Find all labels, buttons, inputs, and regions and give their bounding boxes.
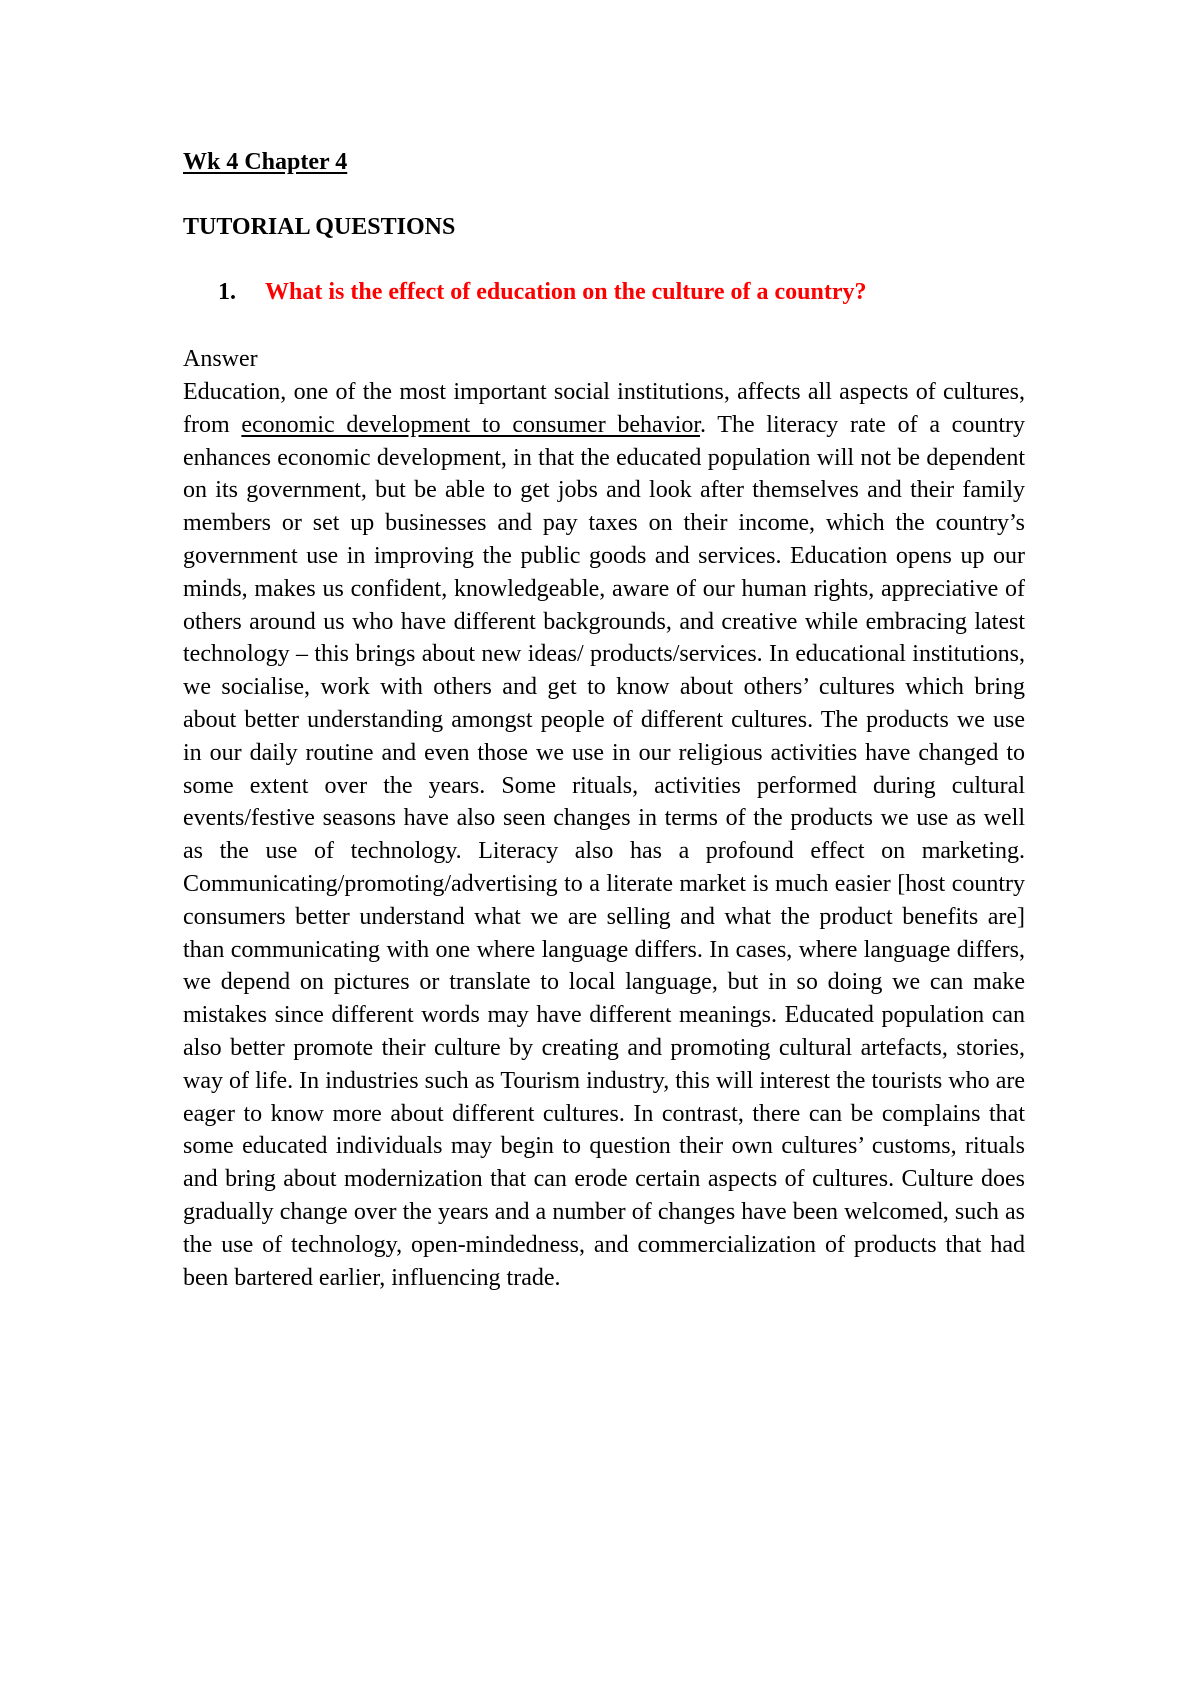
answer-label: Answer [183, 346, 258, 372]
question-1 [218, 278, 866, 307]
answer-paragraph [183, 376, 1025, 1294]
question-number: 1. [218, 279, 236, 305]
section-heading: TUTORIAL QUESTIONS [183, 214, 456, 240]
answer-text-start: Education, one of the most important social institutions, affects all aspects of cultures, from [183, 379, 1025, 438]
answer-underlined-phrase: economic development to consumer behavior [241, 411, 701, 438]
question-text: What is the effect of education on the culture of a country? [265, 279, 867, 305]
answer-text-rest: . The literacy rate of a country enhances economic development, in that the educated population will not be dependent on its government, but be able to get jobs and look after themselves and their family members or set up businesses and pay taxes on their income, which the country’s government use in improving the public goods and services. Education opens up our minds, makes us confident, knowledgeable, aware of our human rights, appreciative of others around us who have different backgrounds, and creative while embracing latest technology – this brings about new ideas/ products/services. In educational institutions, we socialise, work with others and get to know about others’ cultures which bring about better understanding amongst people of different cultures. The products we use in our daily routine and even those we use in our religious activities have changed to some extent over the years. Some rituals, activities performed during cultural events/festive seasons have also seen changes in terms of the products we use as well as the use of technology. Literacy also has a profound effect on marketing. Communicating/promoting/advertising to a literate market is much easier [host country consumers better understand what we are selling and what the product benefits are] than communicating with one where language differs. In cases, where language differs, we depend on pictures or translate to local language, but in so doing we can make mistakes since different words may have different meanings. Educated population can also better promote their culture by creating and promoting cultural artefacts, stories, way of life. In industries such as Tourism industry, this will interest the tourists who are eager to know more about different cultures. In contrast, there can be complains that some educated individuals may begin to question their own cultures’ customs, rituals and bring about modernization that can erode certain aspects of cultures. Culture does gradually change over the years and a number of changes have been welcomed, such as the use of technology, open-mindedness, and commercialization of products that had been bartered earlier, influencing trade. [183, 411, 1025, 1291]
document-title: Wk 4 Chapter 4 [183, 149, 348, 175]
